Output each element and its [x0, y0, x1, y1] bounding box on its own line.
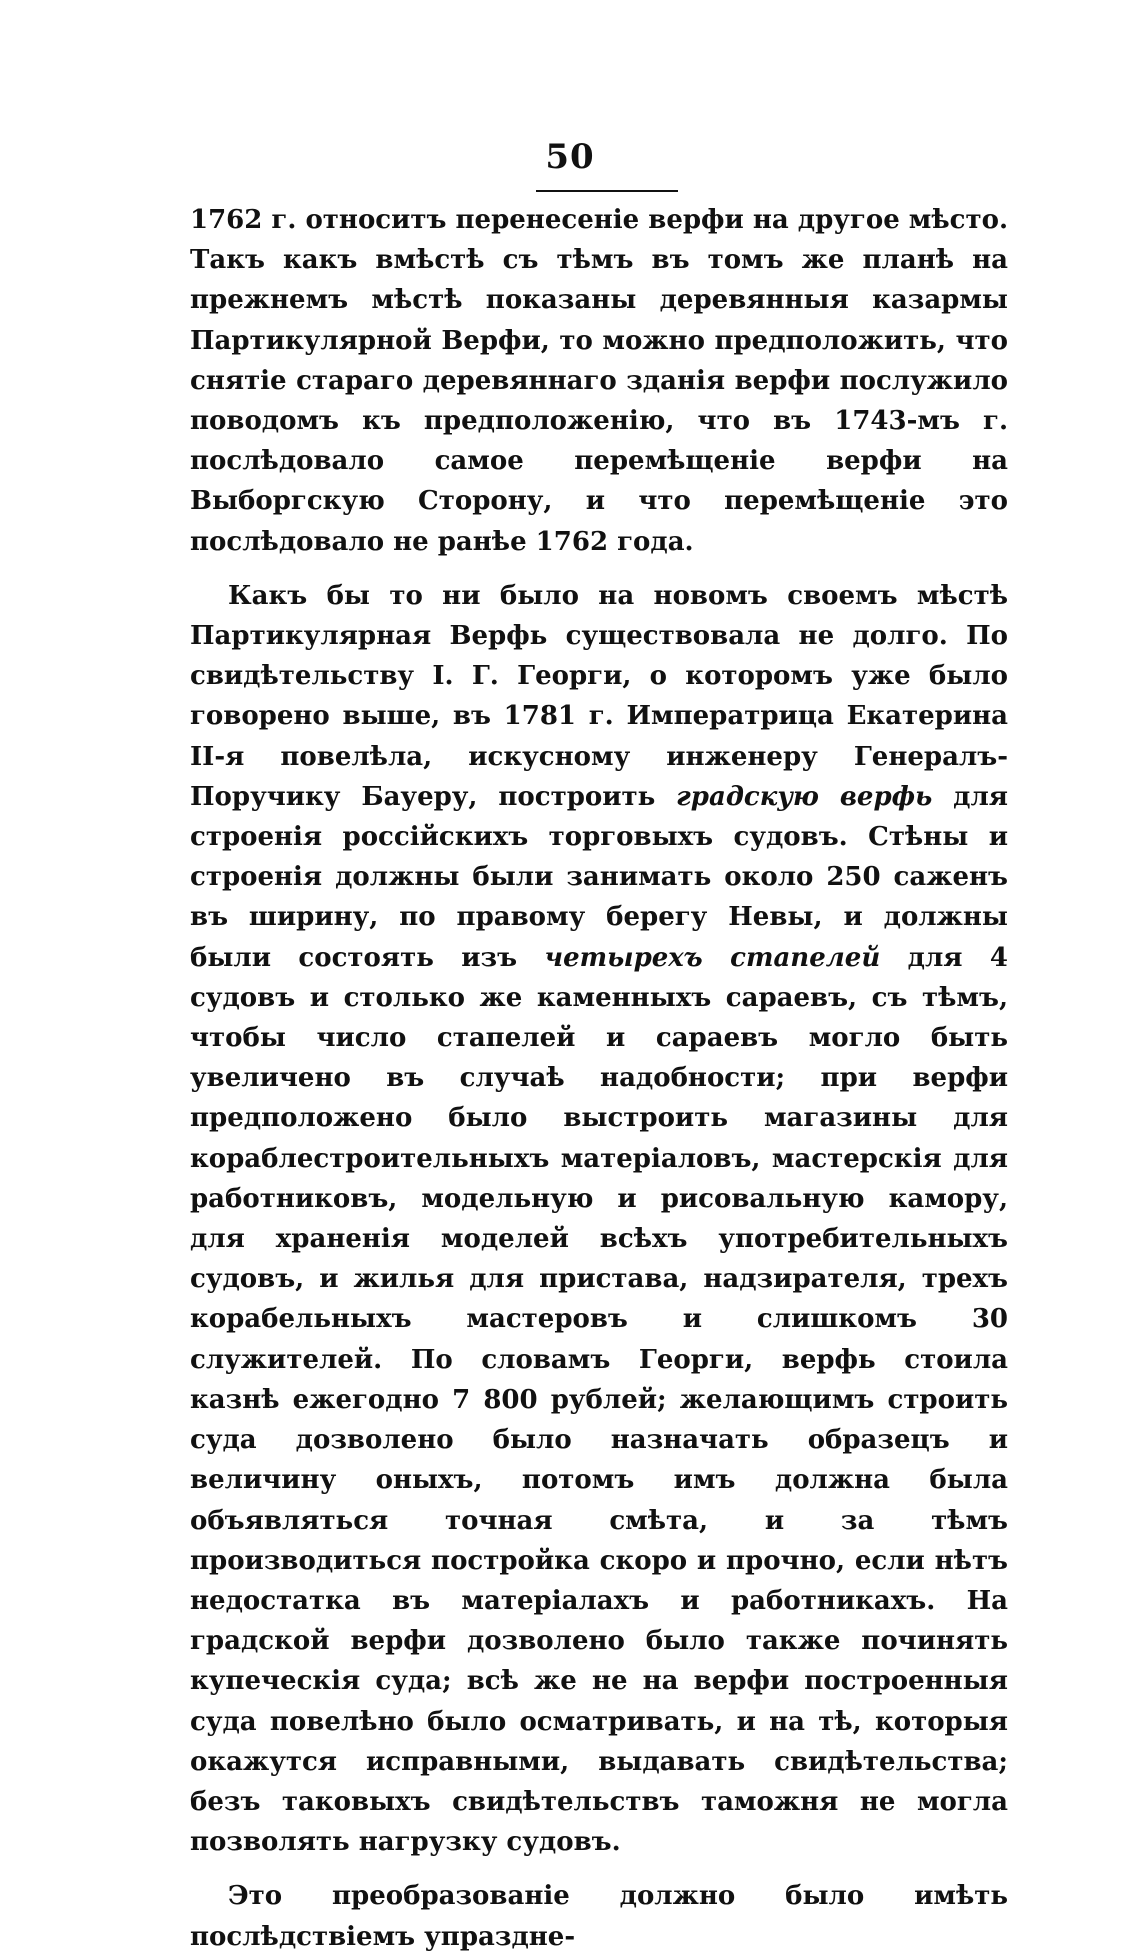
paragraph-2-text-3: для 4 судовъ и столько же каменныхъ сараевъ, съ тѣмъ, чтобы число стапелей и сараевъ могло быть увеличено въ случаѣ надобности; при верфи предположено было выстроить магазины для кораблестроительныхъ матеріаловъ, мастерскія для работниковъ, модельную и рисовальную камору, для храненія моделей всѣхъ употребительныхъ судовъ, и жилья для пристава, надзирателя, трехъ корабельныхъ мастеровъ и слишкомъ 30 служителей. По словамъ Георги, верфь стоила казнѣ ежегодно 7 800 рублей; желающимъ строить суда дозволено было назначать образецъ и величину оныхъ, потомъ имъ должна была объявляться точная смѣта, и за тѣмъ производиться постройка скоро и прочно, если нѣтъ недостатка въ матеріалахъ и работникахъ. На градской верфи дозволено было также починять купеческія суда; всѣ же не на верфи построенныя суда повелѣно было осматривать, и на тѣ, которыя окажутся исправными, выдавать свидѣтельства; безъ таковыхъ свидѣтельствъ таможня не могла позволять нагрузку судовъ. — [190, 942, 1008, 1858]
paragraph-1 — [190, 200, 1008, 562]
italic-term-gradskaya-verf: градскую верфь — [676, 781, 933, 812]
italic-term-chetyrekh-stapelei: четырехъ стапелей — [544, 942, 881, 973]
paragraph-3-text: Это преобразованіе должно было имѣть послѣдствіемъ упраздне- — [190, 1881, 1008, 1952]
header-rule — [536, 190, 678, 192]
paragraph-2-text-1: Какъ бы то ни было на новомъ своемъ мѣстѣ Партикулярная Верфь существовала не долго. По свидѣтельству І. Г. Георги, о которомъ уже было говорено выше, въ 1781 г. Императрица Екатерина II-я повелѣла, искусному инженеру Генералъ-Поручику Бауеру, построить — [190, 580, 1008, 812]
paragraph-2-text-2: для строенія россійскихъ торговыхъ судовъ. Стѣны и строенія должны были занимать около 250 саженъ въ ширину, по правому берегу Невы, и должны были состоять изъ — [190, 781, 1009, 973]
paragraph-3 — [190, 1876, 1008, 1956]
paragraph-1-text: 1762 г. относитъ перенесеніе верфи на другое мѣсто. Такъ какъ вмѣстѣ съ тѣмъ въ томъ же планѣ на прежнемъ мѣстѣ показаны деревянныя казармы Партикулярной Верфи, то можно предположить, что снятіе стараго деревяннаго зданія верфи послужило поводомъ къ предположенію, что въ 1743-мъ г. послѣдовало самое перемѣщеніе верфи на Выборгскую Сторону, и что перемѣщеніе это послѣдовало не ранѣе 1762 года. — [190, 205, 1008, 557]
paragraph-2 — [190, 576, 1008, 1863]
body-text — [190, 200, 1008, 1957]
page-number: 50 — [545, 137, 595, 177]
